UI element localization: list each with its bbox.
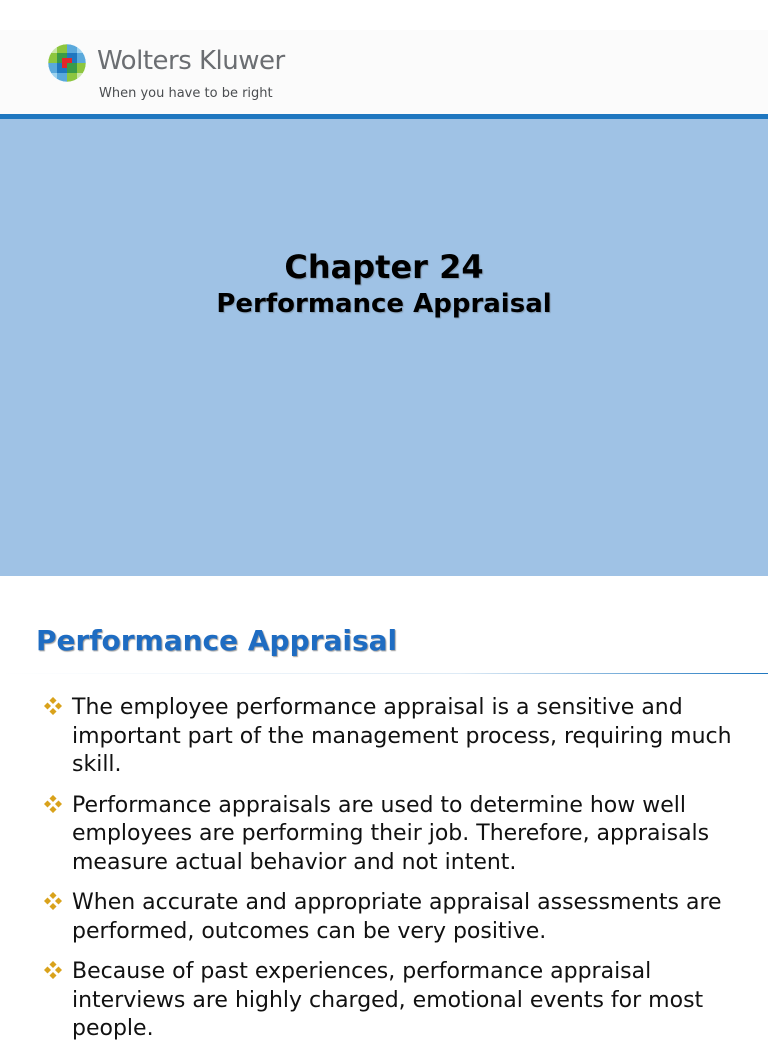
brand-name: Wolters Kluwer	[97, 46, 285, 76]
wolters-kluwer-logo-icon	[47, 43, 87, 83]
title-panel	[0, 119, 768, 576]
slide-title: Performance Appraisal	[36, 624, 398, 657]
bullet-text: Performance appraisals are used to determine how well employees are performing their job. Therefore, appraisals measure actual behavior and not intent.	[72, 792, 710, 875]
list-item	[44, 694, 764, 780]
list-item	[44, 958, 764, 1044]
bullet-text: When accurate and appropriate appraisal assessments are performed, outcomes can be very positive.	[72, 890, 722, 944]
list-item	[44, 889, 764, 946]
diamond-bullet-icon	[44, 961, 62, 979]
bullet-text: The employee performance appraisal is a sensitive and important part of the management process, requiring much skill.	[72, 695, 732, 777]
bullet-text: Because of past experiences, performance appraisal interviews are highly charged, emotional events for most people.	[72, 959, 704, 1041]
list-item	[44, 792, 764, 878]
title-underline	[0, 673, 768, 674]
chapter-heading: Chapter 24	[284, 248, 484, 286]
diamond-bullet-icon	[44, 892, 62, 910]
bullet-list	[44, 694, 764, 1056]
chapter-subtitle: Performance Appraisal	[216, 289, 552, 319]
brand-tagline: When you have to be right	[99, 86, 273, 101]
diamond-bullet-icon	[44, 795, 62, 813]
diamond-bullet-icon	[44, 697, 62, 715]
